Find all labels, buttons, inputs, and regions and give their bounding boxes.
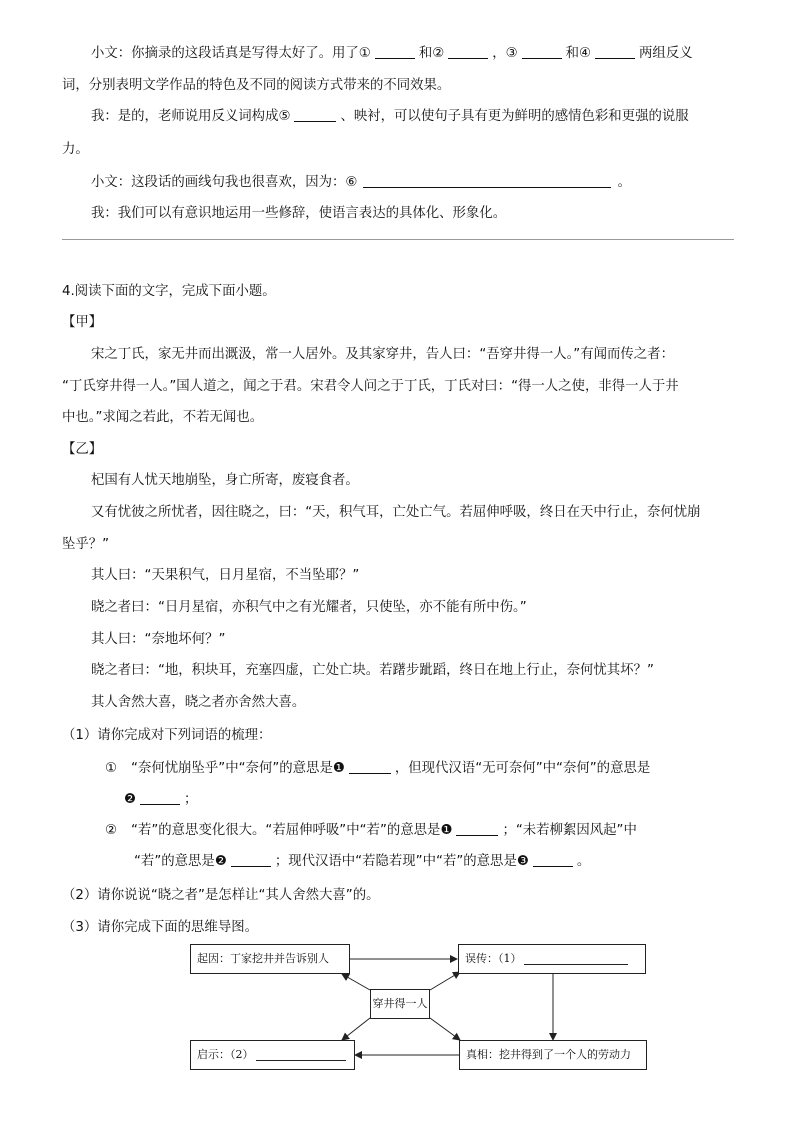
passage-yi-line-8: 其人舍然大喜，晓之者亦舍然大喜。 [91, 695, 306, 710]
mindmap-truth-box [459, 1040, 647, 1070]
dialogue-line-1-c: ，③ [492, 46, 518, 61]
item-2-cont-a: “若”的意思是❷ [134, 854, 227, 869]
arrow-center-to-insight [342, 1018, 370, 1040]
passage-yi-line-7: 晓之者曰：“地，积块耳，充塞四虚，亡处亡块。若躇步跐蹈，终日在地上行止，奈何忧其坏？” [91, 663, 654, 678]
dialogue-line-2: 词，分别表明文学作品的特色及不同的阅读方式带来的不同效果。 [62, 78, 451, 93]
dialogue-line-3-b: 、映衬，可以使句子具有更为鲜明的感情色彩和更强的说服 [340, 109, 689, 124]
passage-yi-line-3: 坠乎？” [62, 537, 110, 552]
item-1-cont-a: ❷ [124, 792, 137, 807]
passage-yi-line-1: 杞国有人忧天地崩坠，身亡所寄，废寝食者。 [91, 473, 359, 488]
subquestion-1-title: （1）请你完成对下列词语的梳理： [62, 728, 272, 743]
passage-yi-line-4: 其人曰：“天果积气，日月星宿，不当坠耶？” [91, 568, 360, 583]
dialogue-line-3-a: 我：是的，老师说用反义词构成⑤ [91, 109, 291, 124]
passage-yi-label: 【乙】 [62, 442, 103, 457]
mindmap-rumor-text: 误传：（1） [465, 952, 522, 965]
dialogue-line-1-b: 和② [418, 46, 445, 61]
arrow-center-to-truth [430, 1018, 460, 1040]
item-1-text-b: ，但现代汉语“无可奈何”中“奈何”的意思是 [394, 761, 651, 776]
dialogue-line-5-b: 。 [617, 175, 631, 190]
mindmap-rumor-box[interactable] [458, 944, 646, 974]
passage-yi-line-5: 晓之者曰：“日月星宿，亦积气中之有光耀者，只使坠，亦不能有所中伤。” [91, 600, 527, 615]
item-2-cont-b: ；现代汉语中“若隐若现”中“若”的意思是❸ [274, 854, 529, 869]
question-4-heading: 4.阅读下面的文字，完成下面小题。 [62, 284, 276, 299]
dialogue-line-1-a: 小文：你摘录的这段话真是写得太好了。用了① [91, 46, 371, 61]
subquestion-3-title: （3）请你完成下面的思维导图。 [62, 920, 258, 935]
item-1-cont-b: ； [184, 792, 198, 807]
dialogue-line-6: 我：我们可以有意识地运用一些修辞，使语言表达的具体化、形象化。 [91, 206, 507, 221]
item-2-number: ② [105, 823, 118, 838]
passage-yi-line-6: 其人曰：“奈地坏何？” [91, 632, 226, 647]
passage-jia-line-2: “丁氏穿井得一人。”国人道之，闻之于君。宋君令人问之于丁氏，丁氏对曰：“得一人之使，非得一人于井 [62, 379, 679, 394]
item-1-text-a: “奈何忧崩坠乎”中“奈何”的意思是❶ [131, 761, 345, 776]
mindmap-cause-text: 起因：丁家挖井并告诉别人 [197, 952, 329, 965]
mindmap-insight-blank[interactable] [256, 1049, 346, 1061]
item-2-text-a: “若”的意思变化很大。“若屈伸呼吸”中“若”的意思是❶ [131, 823, 453, 838]
arrow-center-to-cause [342, 974, 370, 990]
item-1-number: ① [105, 761, 118, 776]
mindmap-cause-box [190, 944, 350, 974]
passage-jia-line-1: 宋之丁氏，家无井而出溉汲，常一人居外。及其家穿井，告人曰：“吾穿井得一人。”有闻而传之者： [91, 347, 674, 362]
mindmap-center-box [370, 989, 430, 1019]
passage-jia-label: 【甲】 [62, 315, 103, 330]
mindmap-truth-text: 真相：挖井得到了一个人的劳动力 [466, 1048, 631, 1061]
dialogue-line-4: 力。 [62, 142, 89, 157]
arrow-center-to-rumor [430, 972, 460, 990]
dialogue-line-1-e: 两组反义 [639, 46, 693, 61]
dialogue-line-1-d: 和④ [565, 46, 592, 61]
dialogue-line-5-a: 小文：这段话的画线句我也很喜欢，因为：⑥ [91, 175, 358, 190]
item-2-cont-c: 。 [576, 854, 591, 869]
mindmap-insight-box[interactable] [190, 1040, 355, 1070]
item-2-text-b: ；“未若柳絮因风起”中 [502, 823, 637, 838]
mindmap-center-text: 穿井得一人 [372, 997, 428, 1010]
subquestion-2-title: （2）请你说说“晓之者”是怎样让“其人舍然大喜”的。 [62, 888, 380, 903]
mindmap-rumor-blank[interactable] [524, 953, 628, 965]
passage-jia-line-3: 中也。”求闻之若此，不若无闻也。 [62, 410, 264, 425]
mindmap-insight-text: 启示：（2） [197, 1048, 254, 1061]
passage-yi-line-2: 又有忧彼之所忧者，因往晓之，曰：“天，积气耳，亡处亡气。若屈伸呼吸，终日在天中行止，奈何忧崩 [91, 505, 701, 520]
